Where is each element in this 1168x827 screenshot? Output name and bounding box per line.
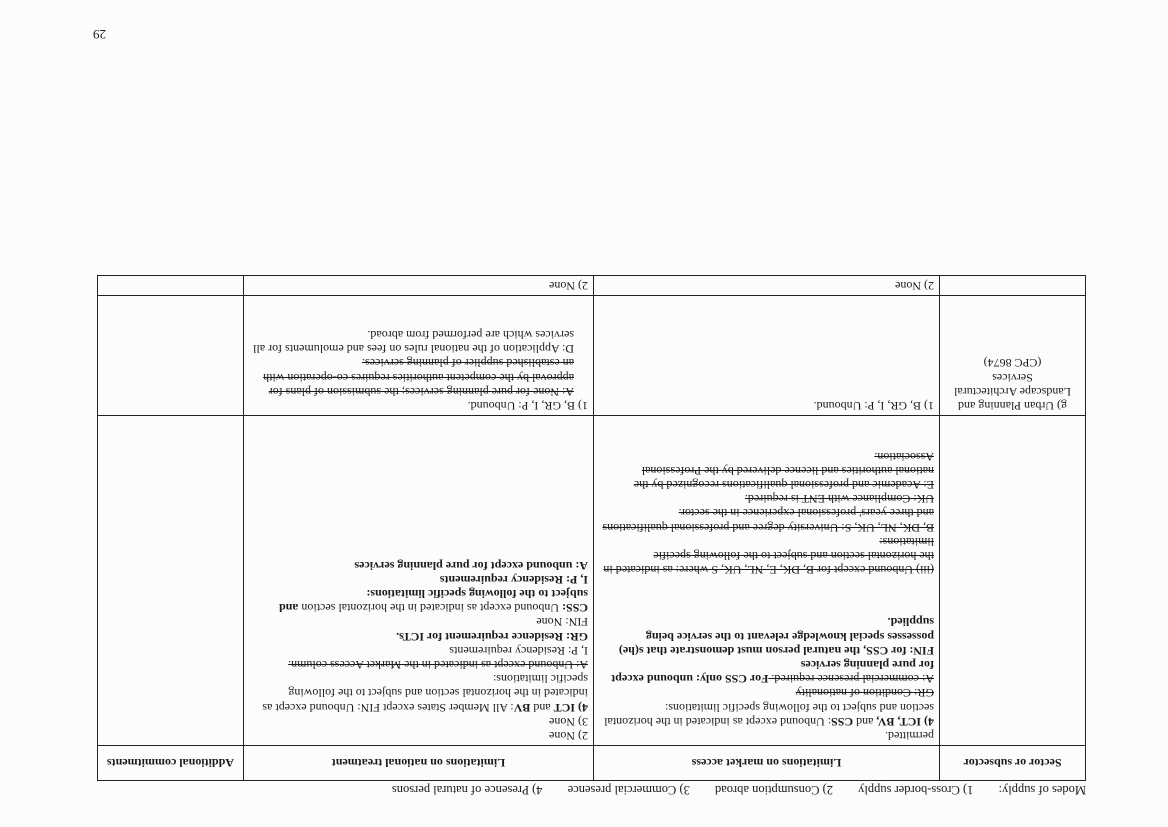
- table-row: [98, 296, 1086, 416]
- national-treatment-cell: [244, 296, 594, 416]
- text-line: FIN: None: [536, 615, 588, 630]
- text-line: CSS: Unbound except as indicated in the horizontal section and subject to the following specific limitations:: [279, 586, 588, 616]
- header-market-access: Limitations on market access: [594, 746, 940, 781]
- table-row: [98, 416, 1086, 746]
- mode-4: 4) Presence of natural persons: [391, 783, 543, 797]
- additional-commitments-cell: [98, 276, 244, 296]
- header-row: [98, 746, 1086, 781]
- sector-cell: [940, 276, 1086, 296]
- text-line: 1) B, GR, I, P: Unbound.: [813, 399, 934, 413]
- sector-cell: [940, 296, 1086, 416]
- text-line: FIN: for CSS, the natural person must demonstrate that s(he) possesses special knowledge relevant to the service being supplied.: [618, 615, 934, 658]
- text-line: (iii) Unbound except for B, DK, E, NL, UK, S where: as indicated in the horizontal section and subject to the following specific limitations:: [603, 534, 934, 578]
- market-access-cell: [594, 296, 940, 416]
- text-line: 1) B, GR, I, P: Unbound.: [467, 399, 588, 413]
- text-line: D: Application of the national rules on fees and emoluments for all services which are performed from abroad.: [253, 327, 574, 357]
- header-sector: Sector or subsector: [940, 746, 1086, 781]
- national-treatment-cell: [244, 416, 594, 746]
- header-national-treatment: Limitations on national treatment: [244, 746, 594, 781]
- additional-commitments-cell: [98, 296, 244, 416]
- cpc-code: (CPC 8674): [983, 356, 1042, 371]
- additional-commitments-cell: [98, 416, 244, 746]
- text-line: A: Unbound except as indicated in the Market Access column.: [288, 657, 588, 672]
- text-line: B, DK, NL, UK, S: University degree and professional qualifications and three years' professional experience in the sector.: [602, 506, 934, 535]
- sector-cell: [940, 416, 1086, 746]
- text-line: UK: Compliance with ENT is required.: [744, 492, 934, 507]
- mode-1: 1) Cross-border supply: [858, 783, 974, 797]
- modes-label: Modes of supply:: [998, 783, 1086, 797]
- table-row: [98, 276, 1086, 296]
- sector-name: g) Urban Planning and Landscape Architectural Services: [954, 370, 1071, 413]
- mode-2: 2) Consumption abroad: [714, 783, 833, 797]
- text-line: A: commercial presence required. For CSS only: unbound except for pure planning services: [611, 657, 934, 687]
- text-line: 4) ICT, BV, and CSS: Unbound except as indicated in the horizontal section and subject to the following specific limitations:: [604, 700, 934, 729]
- text-line: I, P: Residency requirements: [449, 643, 588, 658]
- text-line: I, P: Residency requirements: [439, 572, 588, 587]
- text-line: GR: Residence requirement for ICTs.: [396, 629, 588, 644]
- text-line: 4) ICT and BV: All Member States except FIN: Unbound except as indicated in the horizontal section and subject to the following specific limitations:: [262, 672, 588, 715]
- text-line: 2) None: [549, 729, 588, 743]
- text-line: A: None for pure planning services; the submission of plans for approval by the competent authorities requires co-operation with an established supplier of planning services.: [263, 356, 574, 399]
- market-access-cell: [594, 416, 940, 746]
- header-additional: Additional commitments: [98, 746, 244, 781]
- market-access-cell: 2) None: [594, 276, 940, 296]
- text-line: GR: Condition of nationality: [795, 686, 934, 701]
- page-number: 29: [93, 27, 106, 42]
- modes-of-supply: [370, 782, 1086, 797]
- commitments-table: [97, 275, 1086, 781]
- text-line: permitted.: [885, 729, 934, 743]
- national-treatment-cell: 2) None: [244, 276, 594, 296]
- text-line: A: unbound except for pure planning services: [354, 558, 588, 573]
- mode-3: 3) Commercial presence: [567, 783, 690, 797]
- text-line: 3) None: [549, 714, 588, 729]
- text-line: E: Academic and professional qualifications recognized by the national authorities and licence delivered by the Professional Association.: [633, 449, 934, 492]
